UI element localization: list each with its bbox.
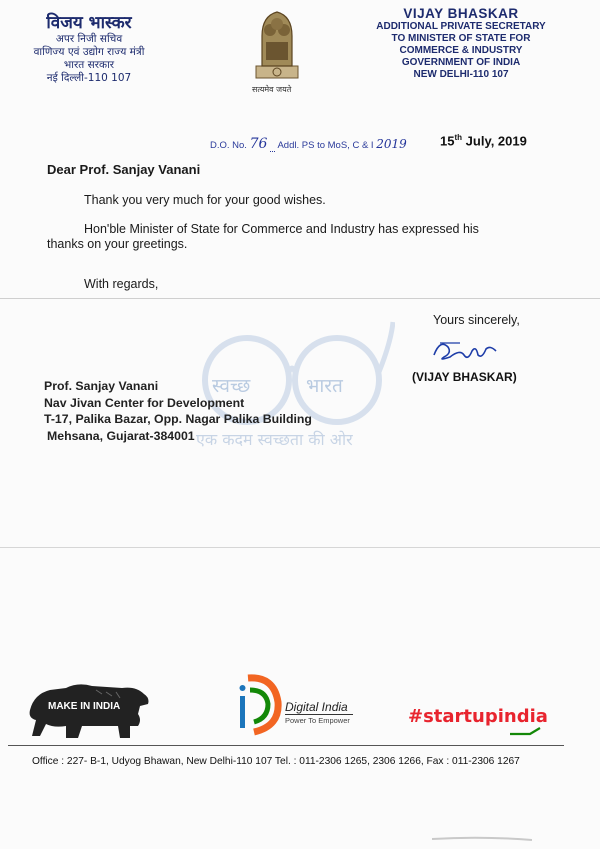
reference-year: 2019 [376, 137, 407, 151]
office-address: Office : 227- B-1, Udyog Bhawan, New Delhi-110 107 Tel. : 011-2306 1265, 2306 1266, Fax : 011-2306 1267 [32, 756, 520, 767]
date-rest: July, 2019 [465, 133, 527, 149]
fold-line-lower [0, 547, 600, 548]
digital-india-logo-icon [228, 670, 288, 738]
paragraph-1: Thank you very much for your good wishes. [84, 193, 326, 207]
letterhead-hindi [14, 10, 164, 85]
recipient-org: Nav Jivan Center for Development [44, 395, 245, 410]
date-day: 15 [440, 133, 455, 149]
startup-india-swoosh-icon [508, 726, 542, 736]
fold-line [0, 298, 600, 299]
letterhead-english [355, 6, 567, 81]
hindi-line2: वाणिज्य एवं उद्योग राज्य मंत्री [33, 46, 145, 58]
signature-icon [430, 335, 500, 367]
reference-prefix: D.O. No. [210, 140, 247, 151]
digital-india-underline [285, 714, 353, 715]
recipient-address [44, 378, 312, 444]
english-name: VIJAY BHASKAR [403, 6, 519, 21]
english-line1: ADDITIONAL PRIVATE SECRETARY [376, 21, 546, 32]
english-line3: COMMERCE & INDUSTRY [399, 45, 523, 56]
english-line5: NEW DELHI-110 107 [413, 69, 509, 80]
hindi-line3: भारत सरकार [63, 59, 115, 71]
recipient-street: T-17, Palika Bazar, Opp. Nagar Palika Building [44, 412, 312, 426]
hindi-line4: नई दिल्ली-110 107 [46, 72, 132, 84]
hindi-line1: अपर निजी सचिव [55, 33, 123, 45]
reference-number [210, 136, 407, 152]
watermark-tagline: एक कदम स्वच्छता की ओर [196, 430, 353, 449]
make-in-india-text: MAKE IN INDIA [48, 701, 121, 712]
closing: With regards, [84, 277, 159, 291]
reference-suffix: Addl. PS to MoS, C & I [277, 140, 374, 151]
date-ordinal: th [454, 133, 463, 142]
signatory-name: (VIJAY BHASKAR) [412, 370, 517, 384]
footer-rule [8, 745, 564, 746]
recipient-city: Mehsana, Gujarat-384001 [47, 428, 195, 443]
digital-india-text: Digital India [285, 700, 348, 714]
watermark-swachh: स्वच्छ [212, 375, 251, 397]
emblem-motto: सत्यमेव जयते [252, 85, 292, 94]
startup-india-text: #startupindia [408, 706, 548, 727]
salutation: Dear Prof. Sanjay Vanani [47, 162, 201, 177]
recipient-name: Prof. Sanjay Vanani [44, 379, 159, 393]
paragraph-2-line1: Hon'ble Minister of State for Commerce and Industry has expressed his [84, 222, 479, 236]
letter-date [440, 133, 527, 148]
national-emblem-icon [248, 6, 306, 94]
digital-india-tagline: Power To Empower [285, 716, 350, 725]
ink-smudge [432, 836, 532, 842]
valediction: Yours sincerely, [433, 313, 520, 327]
english-line2: TO MINISTER OF STATE FOR [391, 33, 531, 44]
reference-handwritten-number: 76 [249, 136, 268, 152]
watermark-bharat: भारत [306, 375, 343, 397]
hindi-name: विजय भास्कर [46, 13, 132, 33]
english-line4: GOVERNMENT OF INDIA [401, 57, 521, 68]
paragraph-2-line2: thanks on your greetings. [47, 237, 188, 251]
